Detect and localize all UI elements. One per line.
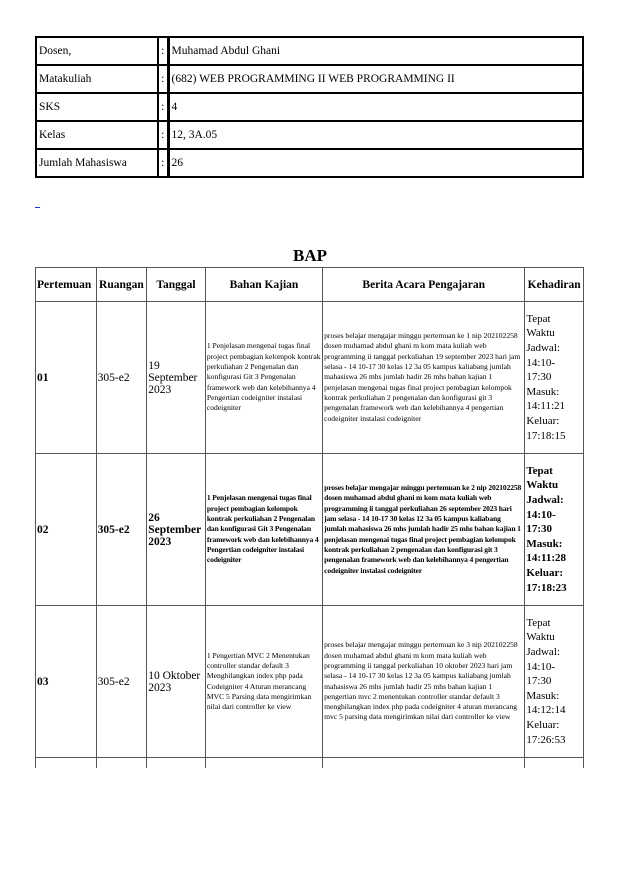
cell-tanggal: 26 September 2023 [147, 454, 206, 606]
info-separator: : [158, 37, 168, 65]
cell-tanggal: 10 Oktober 2023 [147, 606, 206, 758]
table-row [36, 606, 584, 758]
cell-bahan-kajian: 1 Penjelasan mengenai tugas final project pembagian kelompok kontrak perkuliahan 2 Pengenalan dan konfigurasi Git 3 Pengenalan framework web dan kelebihannya 4 Pengertian codeigniter instalasi codeigniter [205, 454, 322, 606]
kehadiran-line: Waktu [526, 327, 555, 340]
info-separator: : [158, 149, 168, 177]
info-label: Matakuliah [36, 65, 158, 93]
course-info-table [35, 36, 584, 178]
header-berita-acara: Berita Acara Pengajaran [323, 268, 525, 302]
link-marker[interactable]: _ [35, 198, 40, 209]
info-row-kelas [36, 121, 583, 149]
info-row-jumlah-mahasiswa [36, 149, 583, 177]
info-value: 26 [168, 149, 583, 177]
empty-cell [205, 758, 322, 769]
bap-table [35, 267, 584, 768]
header-ruangan: Ruangan [96, 268, 147, 302]
header-bahan-kajian: Bahan Kajian [205, 268, 322, 302]
info-value: Muhamad Abdul Ghani [168, 37, 583, 65]
kehadiran-line: 14:11:28 [526, 552, 567, 565]
info-row-dosen [36, 37, 583, 65]
kehadiran-line: Waktu [526, 479, 559, 492]
cell-berita-acara: proses belajar mengajar minggu pertemuan ke 3 nip 202102258 dosen muhamad abdul ghani m kom mata kuliah web programming ii tanggal perkuliahan 10 oktober 2023 hari jam selasa - 14 10-17 30 kelas 12 3a 05 kampus kaliabang jumlah mahasiswa 26 mhs jumlah hadir 25 mhs bahan kajian 1 pengertian mvc 2 menentukan controller standar default 3 menghilangkan index php pada codeigniter 4 aturan merancang mvc 5 parsing data mengirimkan nilai dari controller ke view [323, 606, 525, 758]
info-row-matakuliah [36, 65, 583, 93]
info-separator: : [158, 93, 168, 121]
kehadiran-line: 17:30 [526, 523, 552, 536]
info-value: (682) WEB PROGRAMMING II WEB PROGRAMMING II [168, 65, 583, 93]
cell-ruangan: 305-e2 [96, 302, 147, 454]
kehadiran-line: Keluar: [526, 566, 563, 579]
info-value: 4 [168, 93, 583, 121]
cell-kehadiran [525, 302, 584, 454]
cell-bahan-kajian: 1 Pengertian MVC 2 Menentukan controller standar default 3 Menghilangkan index php pada Codeigniter 4 Aturan merancang MVC 5 Parsing data mengirimkan nilai dari controller ke view [205, 606, 322, 758]
kehadiran-line: Jadwal: [526, 646, 560, 659]
table-row-continuation [36, 758, 584, 769]
kehadiran-line: 17:18:23 [526, 581, 567, 594]
cell-bahan-kajian: 1 Penjelasan mengenai tugas final project pembagian kelompok kontrak perkuliahan 2 Pengenalan dan konfigurasi Git 3 Pengenalan framework web dan kelebihannya 4 Pengertian codeigniter instalasi codeigniter [205, 302, 322, 454]
kehadiran-line: 14:11:21 [526, 400, 566, 413]
kehadiran-line: 17:30 [526, 675, 552, 688]
kehadiran-line: Waktu [526, 631, 555, 644]
kehadiran-line: 17:30 [526, 371, 552, 384]
info-label: Kelas [36, 121, 158, 149]
empty-cell [36, 758, 97, 769]
cell-berita-acara: proses belajar mengajar minggu pertemuan ke 1 nip 202102258 dosen muhamad abdul ghani m kom mata kuliah web programming ii tanggal perkuliahan 19 september 2023 hari jam selasa - 14 10-17 30 kelas 12 3a 05 kampus kaliabang jumlah mahasiswa 26 mhs jumlah hadir 26 mhs bahan kajian 1 penjelasan mengenai tugas final project pembagian kelompok kontrak perkuliahan 2 pengenalan dan konfigurasi git 3 pengenalan framework web dan kelebihannya 4 pengertian codeigniter instalasi codeigniter [323, 302, 525, 454]
kehadiran-line: 14:10- [526, 660, 556, 673]
bap-header-row [36, 268, 584, 302]
kehadiran-line: 17:26:53 [526, 733, 566, 746]
empty-cell [525, 758, 584, 769]
kehadiran-line: Tepat [526, 464, 553, 477]
cell-pertemuan: 01 [36, 302, 97, 454]
cell-ruangan: 305-e2 [96, 606, 147, 758]
cell-berita-acara: proses belajar mengajar minggu pertemuan ke 2 nip 202102258 dosen muhamad abdul ghani m kom mata kuliah web programming ii tanggal perkuliahan 26 september 2023 hari jam selasa - 14 10-17 30 kelas 12 3a 05 kampus kaliabang jumlah mahasiswa 26 mhs jumlah hadir 25 mhs bahan kajian 1 penjelasan mengenai tugas final project pembagian kelompok kontrak perkuliahan 2 pengenalan dan konfigurasi git 3 pengenalan framework web dan kelebihannya 4 pengertian codeigniter instalasi codeigniter [323, 454, 525, 606]
kehadiran-line: Tepat [526, 312, 551, 325]
header-pertemuan: Pertemuan [36, 268, 97, 302]
kehadiran-line: Keluar: [526, 718, 560, 731]
info-value: 12, 3A.05 [168, 121, 583, 149]
info-row-sks [36, 93, 583, 121]
bap-title: BAP [293, 246, 327, 265]
kehadiran-line: Masuk: [526, 689, 560, 702]
kehadiran-line: Tepat [526, 616, 551, 629]
kehadiran-line: 14:12:14 [526, 704, 566, 717]
cell-pertemuan: 03 [36, 606, 97, 758]
info-separator: : [158, 65, 168, 93]
kehadiran-line: 14:10- [526, 508, 556, 521]
cell-ruangan: 305-e2 [96, 454, 147, 606]
table-row [36, 302, 584, 454]
table-row [36, 454, 584, 606]
kehadiran-line: Keluar: [526, 414, 560, 427]
kehadiran-line: 17:18:15 [526, 429, 566, 442]
cell-tanggal: 19 September 2023 [147, 302, 206, 454]
kehadiran-line: Masuk: [526, 385, 560, 398]
empty-cell [147, 758, 206, 769]
info-label: SKS [36, 93, 158, 121]
info-label: Dosen, [36, 37, 158, 65]
kehadiran-line: Jadwal: [526, 342, 560, 355]
cell-kehadiran [525, 454, 584, 606]
empty-cell [96, 758, 147, 769]
empty-cell [323, 758, 525, 769]
info-separator: : [158, 121, 168, 149]
header-kehadiran: Kehadiran [525, 268, 584, 302]
kehadiran-line: Masuk: [526, 537, 563, 550]
header-tanggal: Tanggal [147, 268, 206, 302]
info-label: Jumlah Mahasiswa [36, 149, 158, 177]
kehadiran-line: 14:10- [526, 356, 556, 369]
cell-pertemuan: 02 [36, 454, 97, 606]
kehadiran-line: Jadwal: [526, 494, 564, 507]
cell-kehadiran [525, 606, 584, 758]
